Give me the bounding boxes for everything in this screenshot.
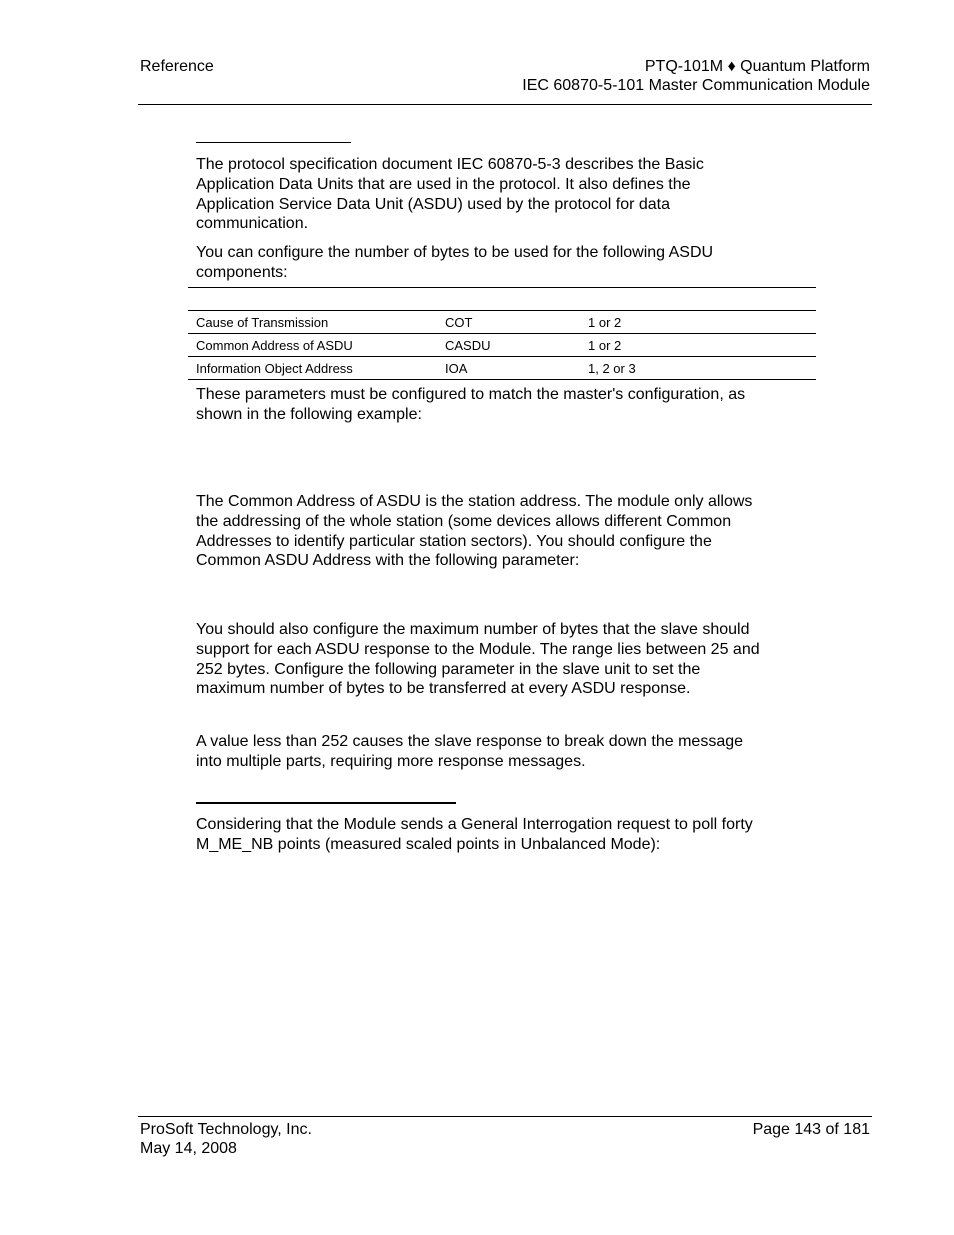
header-product-line: PTQ-101M ♦ Quantum Platform — [644, 58, 870, 75]
paragraph-line: You should also configure the maximum number of bytes that the slave should — [196, 621, 750, 638]
paragraph-line: maximum number of bytes to be transferred at every ASDU response. — [196, 680, 691, 698]
common-address-paragraph — [196, 492, 816, 571]
value-less-paragraph — [196, 732, 816, 772]
paragraph-line: Application Service Data Unit (ASDU) used by the protocol for data — [196, 195, 671, 213]
paragraph-line: into multiple parts, requiring more response messages. — [196, 752, 586, 770]
paragraph-line: M_ME_NB points (measured scaled points in Unbalanced Mode): — [196, 835, 661, 853]
table-row — [188, 357, 816, 380]
heading-rule — [196, 802, 456, 804]
abbreviation-cell: COT — [437, 311, 580, 334]
table-header-cell — [188, 288, 816, 311]
component-cell: Information Object Address — [188, 357, 437, 380]
header-product-name: IEC 60870-5-101 Master Communication Module — [522, 77, 870, 94]
footer-date: May 14, 2008 — [140, 1140, 237, 1157]
match-paragraph — [196, 385, 816, 425]
table-row — [188, 311, 816, 334]
paragraph-line: support for each ASDU response to the Module. The range lies between 25 and — [196, 640, 760, 658]
paragraph-line: A value less than 252 causes the slave response to break down the message — [196, 733, 744, 750]
paragraph-line: communication. — [196, 215, 309, 233]
paragraph-line: Considering that the Module sends a General Interrogation request to poll forty — [196, 816, 753, 833]
intro-paragraph — [196, 155, 816, 234]
max-bytes-paragraph — [196, 620, 816, 699]
component-cell: Common Address of ASDU — [188, 334, 437, 357]
asdu-components-table — [188, 287, 816, 380]
table-row — [188, 334, 816, 357]
considering-paragraph — [196, 815, 816, 855]
bytes-cell: 1 or 2 — [580, 334, 816, 357]
paragraph-line: Addresses to identify particular station sectors). You should configure the — [196, 532, 712, 550]
paragraph-line: 252 bytes. Configure the following parameter in the slave unit to set the — [196, 660, 701, 678]
paragraph-line: Common ASDU Address with the following parameter: — [196, 552, 580, 570]
paragraph-line: the addressing of the whole station (some devices allows different Common — [196, 512, 732, 530]
abbreviation-cell: IOA — [437, 357, 580, 380]
footer-rule — [138, 1116, 872, 1117]
paragraph-line: shown in the following example: — [196, 405, 422, 423]
bytes-cell: 1, 2 or 3 — [580, 357, 816, 380]
table-header-row — [188, 288, 816, 311]
header-section: Reference — [140, 58, 214, 75]
footer-company: ProSoft Technology, Inc. — [140, 1121, 312, 1138]
configure-paragraph — [196, 243, 816, 283]
header-rule — [138, 104, 872, 105]
paragraph-line: You can configure the number of bytes to be used for the following ASDU — [196, 244, 714, 261]
bytes-cell: 1 or 2 — [580, 311, 816, 334]
component-cell: Cause of Transmission — [188, 311, 437, 334]
paragraph-line: Application Data Units that are used in the protocol. It also defines the — [196, 175, 691, 193]
paragraph-line: These parameters must be configured to match the master's configuration, as — [196, 386, 746, 403]
paragraph-line: components: — [196, 263, 288, 281]
abbreviation-cell: CASDU — [437, 334, 580, 357]
heading-rule — [196, 142, 351, 143]
footer-page-number: Page 143 of 181 — [752, 1121, 870, 1138]
paragraph-line: The Common Address of ASDU is the station address. The module only allows — [196, 493, 753, 510]
paragraph-line: The protocol specification document IEC 60870-5-3 describes the Basic — [196, 156, 704, 173]
